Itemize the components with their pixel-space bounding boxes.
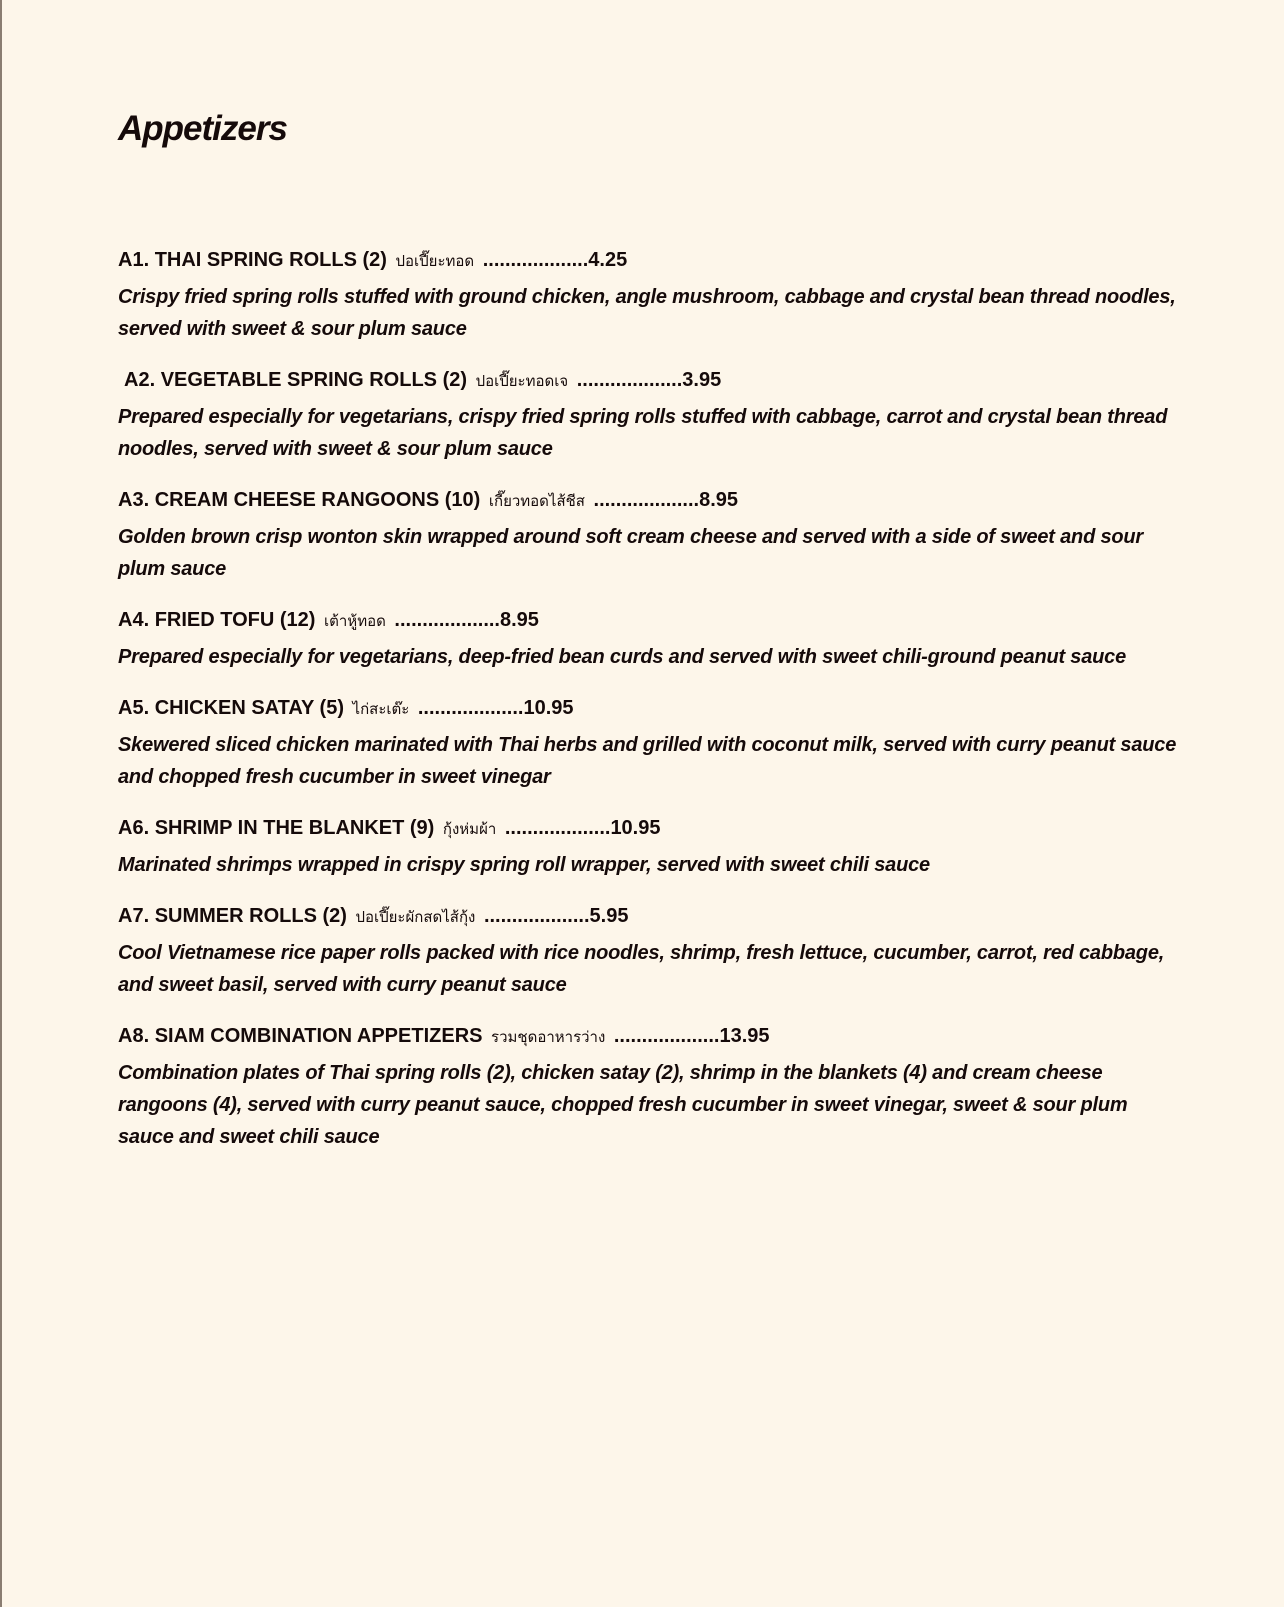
item-code: A4. (118, 609, 150, 631)
item-leader-dots: ................... (483, 905, 590, 927)
item-code: A5. (118, 697, 150, 719)
item-leader-dots: ................... (613, 1025, 720, 1047)
item-price: 8.95 (499, 609, 539, 631)
page-title: Appetizers (118, 109, 287, 148)
item-thai-name: ไก่สะเต๊ะ (352, 701, 410, 718)
item-name: CREAM CHEESE RANGOONS (10) (154, 489, 481, 511)
item-name: FRIED TOFU (12) (154, 609, 316, 631)
page-edge (0, 0, 2, 1607)
item-code: A6. (118, 817, 150, 839)
item-description: Cool Vietnamese rice paper rolls packed with rice noodles, shrimp, fresh lettuce, cucumber, carrot, red cabbage, and sweet basil, served with curry peanut sauce (118, 942, 1165, 996)
item-thai-name: กุ้งห่มผ้า (442, 821, 497, 838)
item-heading (118, 903, 1178, 929)
item-price: 10.95 (523, 697, 574, 719)
item-description: Golden brown crisp wonton skin wrapped around soft cream cheese and served with a side of sweet and sour plum sauce (118, 526, 1143, 580)
item-code: A2. (124, 369, 156, 391)
item-name: SHRIMP IN THE BLANKET (9) (154, 817, 435, 839)
item-name: SIAM COMBINATION APPETIZERS (154, 1025, 483, 1047)
item-price: 3.95 (682, 369, 722, 391)
menu-list (118, 247, 1178, 1153)
item-thai-name: ปอเปี๊ยะทอดเจ (475, 373, 569, 390)
item-price: 13.95 (719, 1025, 770, 1047)
item-description: Crispy fried spring rolls stuffed with ground chicken, angle mushroom, cabbage and crystal bean thread noodles, served with sweet & sour plum sauce (118, 286, 1176, 340)
item-code: A7. (118, 905, 150, 927)
item-heading (118, 247, 1178, 273)
menu-page (118, 108, 1178, 1175)
menu-item-a1 (118, 247, 1178, 345)
item-code: A8. (118, 1025, 150, 1047)
menu-item-a4 (118, 607, 1178, 673)
item-heading (118, 695, 1178, 721)
item-name: SUMMER ROLLS (2) (154, 905, 347, 927)
item-heading (118, 1023, 1178, 1049)
item-heading (118, 487, 1178, 513)
menu-item-a2 (118, 367, 1178, 465)
item-leader-dots: ................... (593, 489, 700, 511)
item-price: 5.95 (589, 905, 629, 927)
menu-item-a6 (118, 815, 1178, 881)
item-leader-dots: ................... (482, 249, 589, 271)
item-name: CHICKEN SATAY (5) (154, 697, 344, 719)
item-name: THAI SPRING ROLLS (2) (154, 249, 387, 271)
item-leader-dots: ................... (576, 369, 683, 391)
item-thai-name: ปอเปี๊ยะทอด (395, 253, 475, 270)
item-name: VEGETABLE SPRING ROLLS (2) (160, 369, 468, 391)
item-code: A1. (118, 249, 150, 271)
item-price: 10.95 (610, 817, 661, 839)
item-description: Marinated shrimps wrapped in crispy spring roll wrapper, served with sweet chili sauce (118, 854, 930, 876)
item-leader-dots: ................... (417, 697, 524, 719)
menu-item-a8 (118, 1023, 1178, 1153)
item-description: Skewered sliced chicken marinated with Thai herbs and grilled with coconut milk, served with curry peanut sauce and chopped fresh cucumber in sweet vinegar (118, 734, 1177, 788)
item-leader-dots: ................... (504, 817, 611, 839)
item-description: Combination plates of Thai spring rolls (2), chicken satay (2), shrimp in the blankets (4) and cream cheese rangoons (4), served with curry peanut sauce, chopped fresh cucumber in sweet vinegar, sweet & sour plum sauce and sweet chili sauce (118, 1062, 1128, 1148)
item-thai-name: เกี๊ยวทอดไส้ชีส (488, 493, 585, 510)
item-thai-name: เต้าหู้ทอด (324, 613, 386, 630)
item-code: A3. (118, 489, 150, 511)
item-heading (118, 815, 1178, 841)
menu-item-a3 (118, 487, 1178, 585)
item-thai-name: รวมชุดอาหารว่าง (491, 1029, 606, 1046)
item-leader-dots: ................... (394, 609, 500, 631)
item-thai-name: ปอเปี๊ยะผักสดไส้กุ้ง (355, 909, 476, 926)
item-price: 4.25 (588, 249, 628, 271)
menu-item-a5 (118, 695, 1178, 793)
item-heading (118, 367, 1178, 393)
item-description: Prepared especially for vegetarians, crispy fried spring rolls stuffed with cabbage, carrot and crystal bean thread noodles, served with sweet & sour plum sauce (118, 406, 1168, 460)
menu-item-a7 (118, 903, 1178, 1001)
item-heading (118, 607, 1178, 633)
item-price: 8.95 (699, 489, 739, 511)
item-description: Prepared especially for vegetarians, deep-fried bean curds and served with sweet chili-ground peanut sauce (118, 646, 1127, 668)
